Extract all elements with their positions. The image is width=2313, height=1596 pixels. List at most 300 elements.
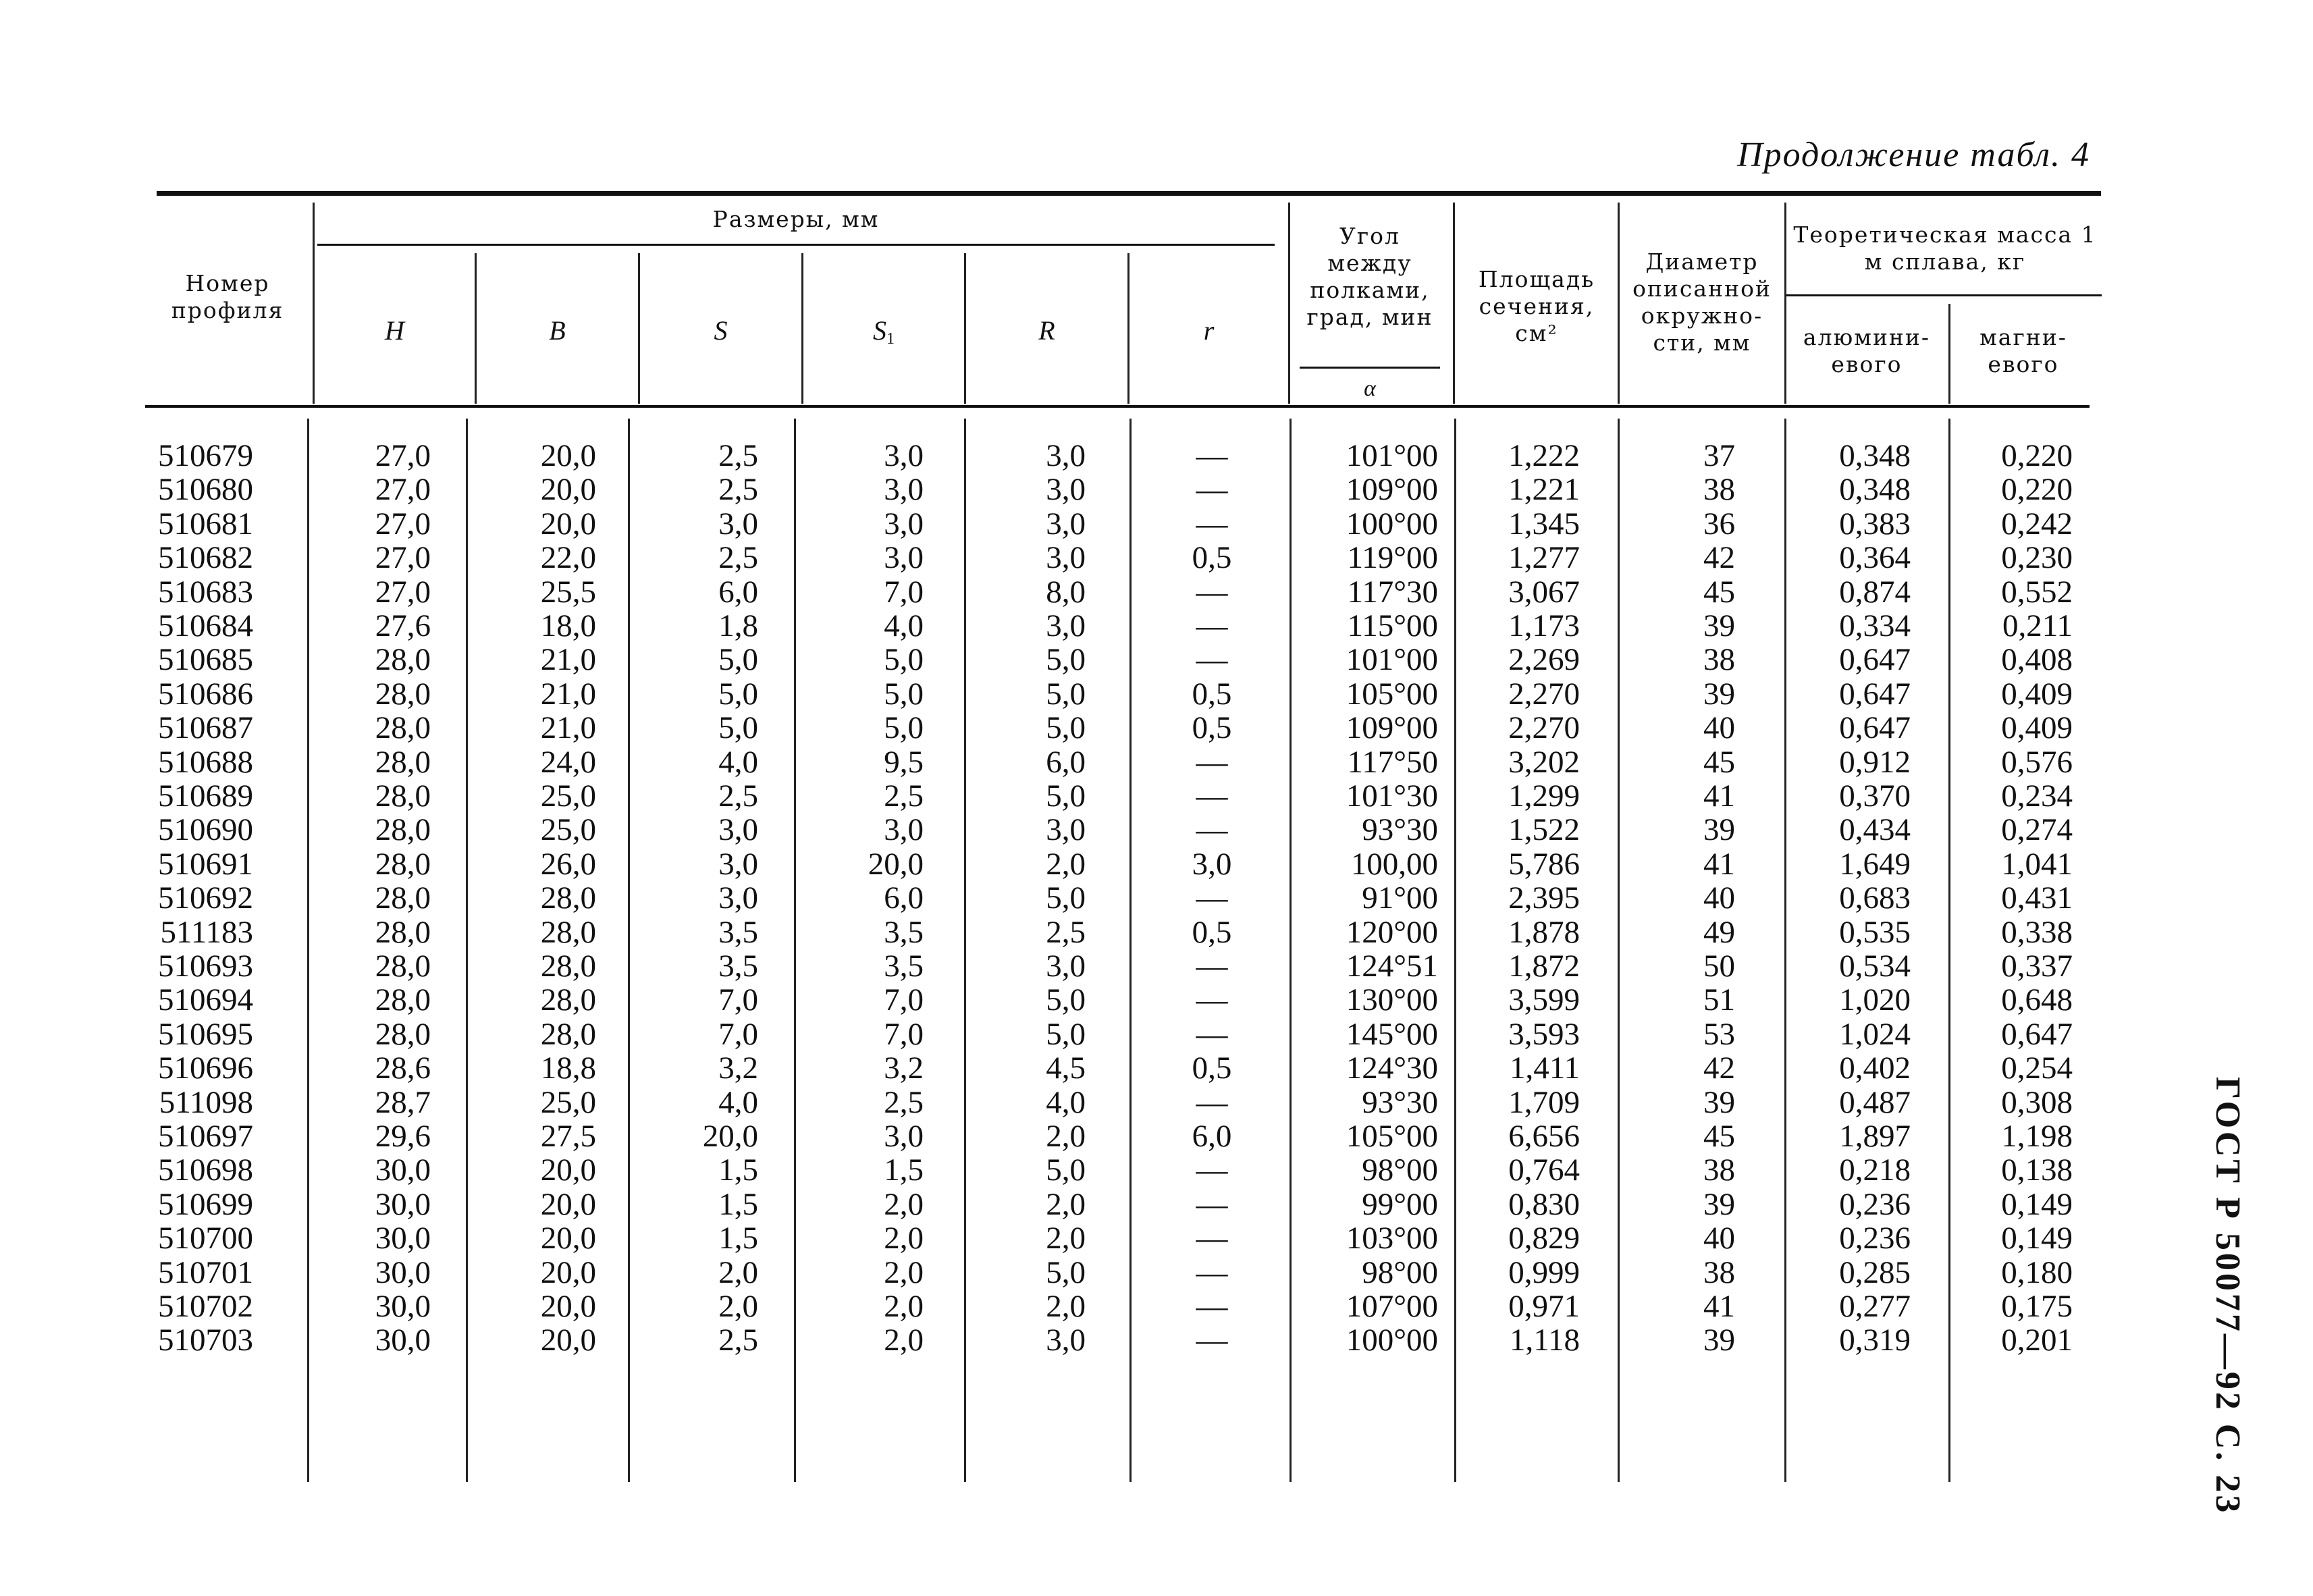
cell-area: 2,269 bbox=[1508, 642, 1580, 677]
cell-aluminium: 0,236 bbox=[1839, 1221, 1911, 1256]
profile-number-cell: 510693 bbox=[158, 949, 253, 984]
profile-number-cell: 510697 bbox=[158, 1119, 253, 1154]
cell-area: 3,593 bbox=[1508, 1017, 1580, 1052]
cell-H: 27,0 bbox=[375, 438, 431, 473]
cell-aluminium: 0,534 bbox=[1839, 949, 1911, 984]
profile-number-cell: 510701 bbox=[158, 1255, 253, 1290]
cell-R: 3,0 bbox=[1046, 540, 1086, 575]
cell-diameter: 39 bbox=[1703, 1085, 1735, 1120]
profile-number-cell: 510687 bbox=[158, 710, 253, 745]
cell-S1: 3,0 bbox=[884, 540, 924, 575]
cell-magnesium: 0,274 bbox=[2001, 812, 2073, 847]
cell-diameter: 41 bbox=[1703, 847, 1735, 882]
cell-S1: 5,0 bbox=[884, 676, 924, 712]
cell-S: 1,8 bbox=[718, 608, 758, 643]
cell-aluminium: 0,285 bbox=[1839, 1255, 1911, 1290]
header-S: S bbox=[714, 315, 728, 346]
cell-B: 20,0 bbox=[540, 1289, 596, 1324]
cell-aluminium: 0,364 bbox=[1839, 540, 1911, 575]
cell-area: 1,173 bbox=[1508, 608, 1580, 643]
cell-H: 27,0 bbox=[375, 575, 431, 610]
cell-angle: 101°00 bbox=[1346, 438, 1438, 473]
cell-diameter: 39 bbox=[1703, 1323, 1735, 1358]
header-area: Площадь сечения, см² bbox=[1478, 266, 1595, 346]
cell-angle: 93°30 bbox=[1362, 812, 1438, 847]
cell-angle: 100,00 bbox=[1350, 847, 1438, 882]
cell-aluminium: 0,647 bbox=[1839, 642, 1911, 677]
table-row bbox=[0, 1051, 2160, 1085]
cell-magnesium: 1,041 bbox=[2001, 847, 2073, 882]
cell-angle: 109°00 bbox=[1346, 710, 1438, 745]
cell-R: 2,0 bbox=[1046, 1289, 1086, 1324]
cell-diameter: 41 bbox=[1703, 1289, 1735, 1324]
cell-B: 21,0 bbox=[540, 710, 596, 745]
table-continuation-caption: Продолжение табл. 4 bbox=[1737, 136, 2090, 174]
cell-B: 20,0 bbox=[540, 1255, 596, 1290]
cell-S1: 2,5 bbox=[884, 1085, 924, 1120]
cell-S: 4,0 bbox=[718, 1085, 758, 1120]
angle-alpha-rule bbox=[1300, 367, 1440, 369]
table-row bbox=[0, 779, 2160, 813]
cell-aluminium: 0,319 bbox=[1839, 1323, 1911, 1358]
cell-R: 5,0 bbox=[1046, 642, 1086, 677]
header-mass-group: Теоретическая масса 1 м сплава, кг bbox=[1793, 221, 2097, 275]
cell-r: 0,5 bbox=[1192, 1050, 1232, 1086]
cell-H: 28,0 bbox=[375, 676, 431, 712]
cell-diameter: 42 bbox=[1703, 1050, 1735, 1086]
cell-S1: 2,0 bbox=[884, 1221, 924, 1256]
cell-B: 22,0 bbox=[540, 540, 596, 575]
cell-R: 5,0 bbox=[1046, 676, 1086, 712]
table-row bbox=[0, 439, 2160, 473]
cell-S1: 20,0 bbox=[868, 847, 924, 882]
cell-aluminium: 0,434 bbox=[1839, 812, 1911, 847]
cell-R: 5,0 bbox=[1046, 1017, 1086, 1052]
cell-angle: 124°51 bbox=[1346, 949, 1438, 984]
cell-r: — bbox=[1196, 1289, 1228, 1324]
cell-magnesium: 0,175 bbox=[2001, 1289, 2073, 1324]
cell-B: 28,0 bbox=[540, 1017, 596, 1052]
cell-diameter: 53 bbox=[1703, 1017, 1735, 1052]
cell-H: 28,0 bbox=[375, 778, 431, 814]
cell-B: 28,0 bbox=[540, 982, 596, 1017]
cell-r: — bbox=[1196, 1187, 1228, 1222]
header-S1-subscript: 1 bbox=[886, 330, 895, 348]
profile-number-cell: 510692 bbox=[158, 880, 253, 915]
cell-S: 3,2 bbox=[718, 1050, 758, 1086]
table-row bbox=[0, 745, 2160, 779]
cell-diameter: 50 bbox=[1703, 949, 1735, 984]
cell-area: 1,411 bbox=[1509, 1050, 1580, 1086]
cell-diameter: 39 bbox=[1703, 812, 1735, 847]
cell-diameter: 45 bbox=[1703, 745, 1735, 780]
cell-S1: 1,5 bbox=[884, 1152, 924, 1188]
cell-angle: 145°00 bbox=[1346, 1017, 1438, 1052]
table-row bbox=[0, 1221, 2160, 1255]
cell-H: 28,0 bbox=[375, 949, 431, 984]
cell-angle: 120°00 bbox=[1346, 915, 1438, 950]
cell-r: 0,5 bbox=[1192, 676, 1232, 712]
table-row bbox=[0, 1289, 2160, 1323]
cell-magnesium: 0,234 bbox=[2001, 778, 2073, 814]
header-B: B bbox=[549, 315, 566, 346]
cell-B: 28,0 bbox=[540, 949, 596, 984]
cell-aluminium: 0,402 bbox=[1839, 1050, 1911, 1086]
cell-angle: 105°00 bbox=[1346, 1119, 1438, 1154]
profile-number-cell: 510681 bbox=[158, 506, 253, 541]
cell-magnesium: 0,409 bbox=[2001, 710, 2073, 745]
cell-H: 27,6 bbox=[375, 608, 431, 643]
cell-R: 5,0 bbox=[1046, 1152, 1086, 1188]
table-row bbox=[0, 541, 2160, 575]
cell-area: 2,270 bbox=[1508, 676, 1580, 712]
cell-magnesium: 0,230 bbox=[2001, 540, 2073, 575]
cell-B: 20,0 bbox=[540, 1187, 596, 1222]
profile-number-cell: 510702 bbox=[158, 1289, 253, 1324]
cell-S1: 2,5 bbox=[884, 778, 924, 814]
header-alpha: α bbox=[1364, 376, 1376, 401]
cell-area: 1,277 bbox=[1508, 540, 1580, 575]
cell-diameter: 39 bbox=[1703, 1187, 1735, 1222]
header-r: r bbox=[1203, 315, 1215, 346]
cell-magnesium: 0,431 bbox=[2001, 880, 2073, 915]
cell-B: 20,0 bbox=[540, 1152, 596, 1188]
cell-B: 20,0 bbox=[540, 472, 596, 507]
cell-diameter: 45 bbox=[1703, 1119, 1735, 1154]
cell-R: 3,0 bbox=[1046, 812, 1086, 847]
cell-S1: 3,5 bbox=[884, 915, 924, 950]
cell-S: 3,5 bbox=[718, 949, 758, 984]
cell-H: 28,0 bbox=[375, 847, 431, 882]
cell-magnesium: 0,338 bbox=[2001, 915, 2073, 950]
cell-B: 27,5 bbox=[540, 1119, 596, 1154]
cell-r: — bbox=[1196, 506, 1228, 541]
profile-number-cell: 510685 bbox=[158, 642, 253, 677]
cell-diameter: 38 bbox=[1703, 642, 1735, 677]
cell-R: 5,0 bbox=[1046, 982, 1086, 1017]
cell-R: 2,0 bbox=[1046, 1119, 1086, 1154]
cell-B: 20,0 bbox=[540, 1323, 596, 1358]
cell-aluminium: 0,236 bbox=[1839, 1187, 1911, 1222]
cell-S: 2,0 bbox=[718, 1255, 758, 1290]
cell-B: 25,5 bbox=[540, 575, 596, 610]
table-row bbox=[0, 643, 2160, 676]
cell-R: 2,0 bbox=[1046, 1187, 1086, 1222]
table-top-rule bbox=[157, 191, 2101, 196]
cell-angle: 130°00 bbox=[1346, 982, 1438, 1017]
table-row bbox=[0, 711, 2160, 745]
cell-R: 3,0 bbox=[1046, 1323, 1086, 1358]
cell-diameter: 40 bbox=[1703, 710, 1735, 745]
cell-r: — bbox=[1196, 1152, 1228, 1188]
cell-H: 28,0 bbox=[375, 982, 431, 1017]
cell-angle: 119°00 bbox=[1347, 540, 1438, 575]
cell-angle: 99°00 bbox=[1362, 1187, 1438, 1222]
header-H: H bbox=[385, 315, 404, 346]
cell-S: 7,0 bbox=[718, 982, 758, 1017]
table-row bbox=[0, 677, 2160, 711]
profile-number-cell: 510680 bbox=[158, 472, 253, 507]
cell-S1: 5,0 bbox=[884, 642, 924, 677]
cell-aluminium: 1,024 bbox=[1839, 1017, 1911, 1052]
table-row bbox=[0, 507, 2160, 541]
cell-area: 2,395 bbox=[1508, 880, 1580, 915]
table-row bbox=[0, 949, 2160, 983]
cell-aluminium: 0,334 bbox=[1839, 608, 1911, 643]
cell-R: 5,0 bbox=[1046, 880, 1086, 915]
cell-area: 0,999 bbox=[1508, 1255, 1580, 1290]
cell-area: 1,345 bbox=[1508, 506, 1580, 541]
cell-S1: 6,0 bbox=[884, 880, 924, 915]
mass-group-rule bbox=[1784, 294, 2102, 296]
cell-r: — bbox=[1196, 1085, 1228, 1120]
profile-number-cell: 510683 bbox=[158, 575, 253, 610]
cell-aluminium: 0,370 bbox=[1839, 778, 1911, 814]
cell-area: 1,878 bbox=[1508, 915, 1580, 950]
cell-R: 3,0 bbox=[1046, 506, 1086, 541]
cell-S: 7,0 bbox=[718, 1017, 758, 1052]
cell-magnesium: 0,242 bbox=[2001, 506, 2073, 541]
profile-number-cell: 510696 bbox=[158, 1050, 253, 1086]
cell-angle: 117°50 bbox=[1347, 745, 1438, 780]
cell-magnesium: 0,576 bbox=[2001, 745, 2073, 780]
cell-S: 20,0 bbox=[702, 1119, 758, 1154]
cell-aluminium: 0,277 bbox=[1839, 1289, 1911, 1324]
cell-r: — bbox=[1196, 575, 1228, 610]
cell-magnesium: 0,201 bbox=[2001, 1323, 2073, 1358]
cell-S1: 5,0 bbox=[884, 710, 924, 745]
cell-r: — bbox=[1196, 642, 1228, 677]
cell-area: 1,299 bbox=[1508, 778, 1580, 814]
table-row bbox=[0, 1086, 2160, 1119]
cell-S: 2,0 bbox=[718, 1289, 758, 1324]
header-R: R bbox=[1038, 315, 1055, 346]
cell-magnesium: 0,308 bbox=[2001, 1085, 2073, 1120]
cell-S1: 9,5 bbox=[884, 745, 924, 780]
cell-diameter: 38 bbox=[1703, 472, 1735, 507]
header-dimensions-group: Размеры, мм bbox=[712, 206, 880, 232]
cell-angle: 103°00 bbox=[1346, 1221, 1438, 1256]
cell-S: 1,5 bbox=[718, 1152, 758, 1188]
table-row bbox=[0, 1153, 2160, 1187]
cell-B: 18,8 bbox=[540, 1050, 596, 1086]
cell-diameter: 38 bbox=[1703, 1255, 1735, 1290]
cell-S1: 3,0 bbox=[884, 472, 924, 507]
standard-page-title: ГОСТ Р 50077—92 С. 23 bbox=[2208, 1077, 2247, 1516]
cell-aluminium: 0,383 bbox=[1839, 506, 1911, 541]
profile-number-cell: 510699 bbox=[158, 1187, 253, 1222]
table-row bbox=[0, 1017, 2160, 1051]
cell-H: 27,0 bbox=[375, 540, 431, 575]
table-row bbox=[0, 575, 2160, 609]
header-aluminium: алюмини-евого bbox=[1803, 324, 1931, 377]
column-line bbox=[313, 203, 315, 404]
header-angle: Угол между полками, град, мин bbox=[1306, 223, 1433, 330]
table-row bbox=[0, 1119, 2160, 1153]
cell-B: 25,0 bbox=[540, 778, 596, 814]
table-row bbox=[0, 609, 2160, 643]
cell-aluminium: 1,649 bbox=[1839, 847, 1911, 882]
cell-aluminium: 0,348 bbox=[1839, 472, 1911, 507]
cell-aluminium: 0,683 bbox=[1839, 880, 1911, 915]
cell-S: 2,5 bbox=[718, 1323, 758, 1358]
cell-aluminium: 0,912 bbox=[1839, 745, 1911, 780]
cell-H: 28,0 bbox=[375, 1017, 431, 1052]
profile-number-cell: 510682 bbox=[158, 540, 253, 575]
cell-H: 28,0 bbox=[375, 812, 431, 847]
table-row bbox=[0, 915, 2160, 949]
cell-S1: 7,0 bbox=[884, 575, 924, 610]
cell-diameter: 36 bbox=[1703, 506, 1735, 541]
cell-S1: 7,0 bbox=[884, 1017, 924, 1052]
cell-H: 30,0 bbox=[375, 1187, 431, 1222]
header-profile-number: Номер профиля bbox=[171, 270, 284, 323]
cell-area: 6,656 bbox=[1508, 1119, 1580, 1154]
cell-S1: 2,0 bbox=[884, 1255, 924, 1290]
cell-R: 8,0 bbox=[1046, 575, 1086, 610]
cell-S: 1,5 bbox=[718, 1221, 758, 1256]
column-line bbox=[1618, 203, 1620, 404]
header-S1 bbox=[803, 317, 964, 352]
cell-S: 2,5 bbox=[718, 472, 758, 507]
cell-r: — bbox=[1196, 1221, 1228, 1256]
cell-S: 6,0 bbox=[718, 575, 758, 610]
cell-r: — bbox=[1196, 778, 1228, 814]
cell-H: 30,0 bbox=[375, 1289, 431, 1324]
cell-magnesium: 0,647 bbox=[2001, 1017, 2073, 1052]
cell-R: 3,0 bbox=[1046, 472, 1086, 507]
cell-r: — bbox=[1196, 949, 1228, 984]
table-row bbox=[0, 847, 2160, 881]
cell-S: 3,5 bbox=[718, 915, 758, 950]
cell-R: 5,0 bbox=[1046, 710, 1086, 745]
cell-diameter: 41 bbox=[1703, 778, 1735, 814]
cell-H: 30,0 bbox=[375, 1255, 431, 1290]
cell-R: 2,0 bbox=[1046, 1221, 1086, 1256]
cell-H: 30,0 bbox=[375, 1152, 431, 1188]
cell-R: 4,0 bbox=[1046, 1085, 1086, 1120]
cell-r: 0,5 bbox=[1192, 540, 1232, 575]
cell-area: 3,599 bbox=[1508, 982, 1580, 1017]
cell-diameter: 39 bbox=[1703, 676, 1735, 712]
profile-number-cell: 511098 bbox=[159, 1085, 253, 1120]
cell-B: 20,0 bbox=[540, 506, 596, 541]
cell-R: 2,0 bbox=[1046, 847, 1086, 882]
cell-B: 21,0 bbox=[540, 642, 596, 677]
cell-area: 1,222 bbox=[1508, 438, 1580, 473]
cell-diameter: 49 bbox=[1703, 915, 1735, 950]
cell-magnesium: 0,408 bbox=[2001, 642, 2073, 677]
cell-r: 0,5 bbox=[1192, 710, 1232, 745]
cell-r: — bbox=[1196, 880, 1228, 915]
cell-diameter: 37 bbox=[1703, 438, 1735, 473]
cell-S1: 2,0 bbox=[884, 1289, 924, 1324]
cell-aluminium: 1,020 bbox=[1839, 982, 1911, 1017]
cell-angle: 100°00 bbox=[1346, 506, 1438, 541]
cell-H: 28,0 bbox=[375, 880, 431, 915]
cell-magnesium: 0,552 bbox=[2001, 575, 2073, 610]
cell-r: — bbox=[1196, 812, 1228, 847]
cell-R: 5,0 bbox=[1046, 1255, 1086, 1290]
cell-S: 3,0 bbox=[718, 812, 758, 847]
profile-number-cell: 510689 bbox=[158, 778, 253, 814]
cell-angle: 98°00 bbox=[1362, 1255, 1438, 1290]
cell-r: — bbox=[1196, 438, 1228, 473]
cell-angle: 93°30 bbox=[1362, 1085, 1438, 1120]
header-bottom-rule bbox=[145, 405, 2090, 408]
cell-S: 3,0 bbox=[718, 880, 758, 915]
cell-H: 30,0 bbox=[375, 1323, 431, 1358]
cell-area: 5,786 bbox=[1508, 847, 1580, 882]
cell-H: 28,0 bbox=[375, 642, 431, 677]
table-row bbox=[0, 1323, 2160, 1357]
dimensions-group-rule bbox=[317, 244, 1275, 246]
cell-B: 24,0 bbox=[540, 745, 596, 780]
profile-number-cell: 510695 bbox=[158, 1017, 253, 1052]
cell-area: 0,764 bbox=[1508, 1152, 1580, 1188]
cell-S: 2,5 bbox=[718, 438, 758, 473]
cell-S1: 4,0 bbox=[884, 608, 924, 643]
cell-aluminium: 1,897 bbox=[1839, 1119, 1911, 1154]
cell-S: 5,0 bbox=[718, 710, 758, 745]
cell-B: 28,0 bbox=[540, 915, 596, 950]
cell-area: 3,202 bbox=[1508, 745, 1580, 780]
cell-magnesium: 0,149 bbox=[2001, 1187, 2073, 1222]
cell-r: 3,0 bbox=[1192, 847, 1232, 882]
cell-B: 18,0 bbox=[540, 608, 596, 643]
cell-R: 5,0 bbox=[1046, 778, 1086, 814]
cell-area: 2,270 bbox=[1508, 710, 1580, 745]
cell-aluminium: 0,348 bbox=[1839, 438, 1911, 473]
cell-diameter: 45 bbox=[1703, 575, 1735, 610]
cell-S1: 3,0 bbox=[884, 506, 924, 541]
cell-S: 5,0 bbox=[718, 676, 758, 712]
cell-area: 1,221 bbox=[1508, 472, 1580, 507]
cell-r: — bbox=[1196, 1017, 1228, 1052]
profile-number-cell: 510703 bbox=[158, 1323, 253, 1358]
cell-r: 6,0 bbox=[1192, 1119, 1232, 1154]
table-row bbox=[0, 813, 2160, 847]
cell-angle: 101°00 bbox=[1346, 642, 1438, 677]
cell-r: — bbox=[1196, 745, 1228, 780]
profile-number-cell: 510684 bbox=[158, 608, 253, 643]
cell-magnesium: 0,254 bbox=[2001, 1050, 2073, 1086]
cell-aluminium: 0,647 bbox=[1839, 710, 1911, 745]
cell-angle: 115°00 bbox=[1347, 608, 1438, 643]
cell-H: 27,0 bbox=[375, 472, 431, 507]
cell-diameter: 38 bbox=[1703, 1152, 1735, 1188]
cell-S: 1,5 bbox=[718, 1187, 758, 1222]
cell-area: 0,829 bbox=[1508, 1221, 1580, 1256]
cell-R: 4,5 bbox=[1046, 1050, 1086, 1086]
cell-diameter: 42 bbox=[1703, 540, 1735, 575]
cell-S1: 3,2 bbox=[884, 1050, 924, 1086]
cell-magnesium: 0,211 bbox=[2002, 608, 2073, 643]
cell-magnesium: 0,409 bbox=[2001, 676, 2073, 712]
cell-angle: 91°00 bbox=[1362, 880, 1438, 915]
cell-aluminium: 0,218 bbox=[1839, 1152, 1911, 1188]
cell-S: 3,0 bbox=[718, 506, 758, 541]
cell-B: 20,0 bbox=[540, 1221, 596, 1256]
cell-magnesium: 0,180 bbox=[2001, 1255, 2073, 1290]
cell-H: 28,7 bbox=[375, 1085, 431, 1120]
cell-area: 1,522 bbox=[1508, 812, 1580, 847]
header-magnesium: магни-евого bbox=[1979, 324, 2067, 377]
header-S1-base: S bbox=[873, 315, 886, 346]
cell-magnesium: 0,138 bbox=[2001, 1152, 2073, 1188]
cell-diameter: 40 bbox=[1703, 880, 1735, 915]
profile-number-cell: 510700 bbox=[158, 1221, 253, 1256]
